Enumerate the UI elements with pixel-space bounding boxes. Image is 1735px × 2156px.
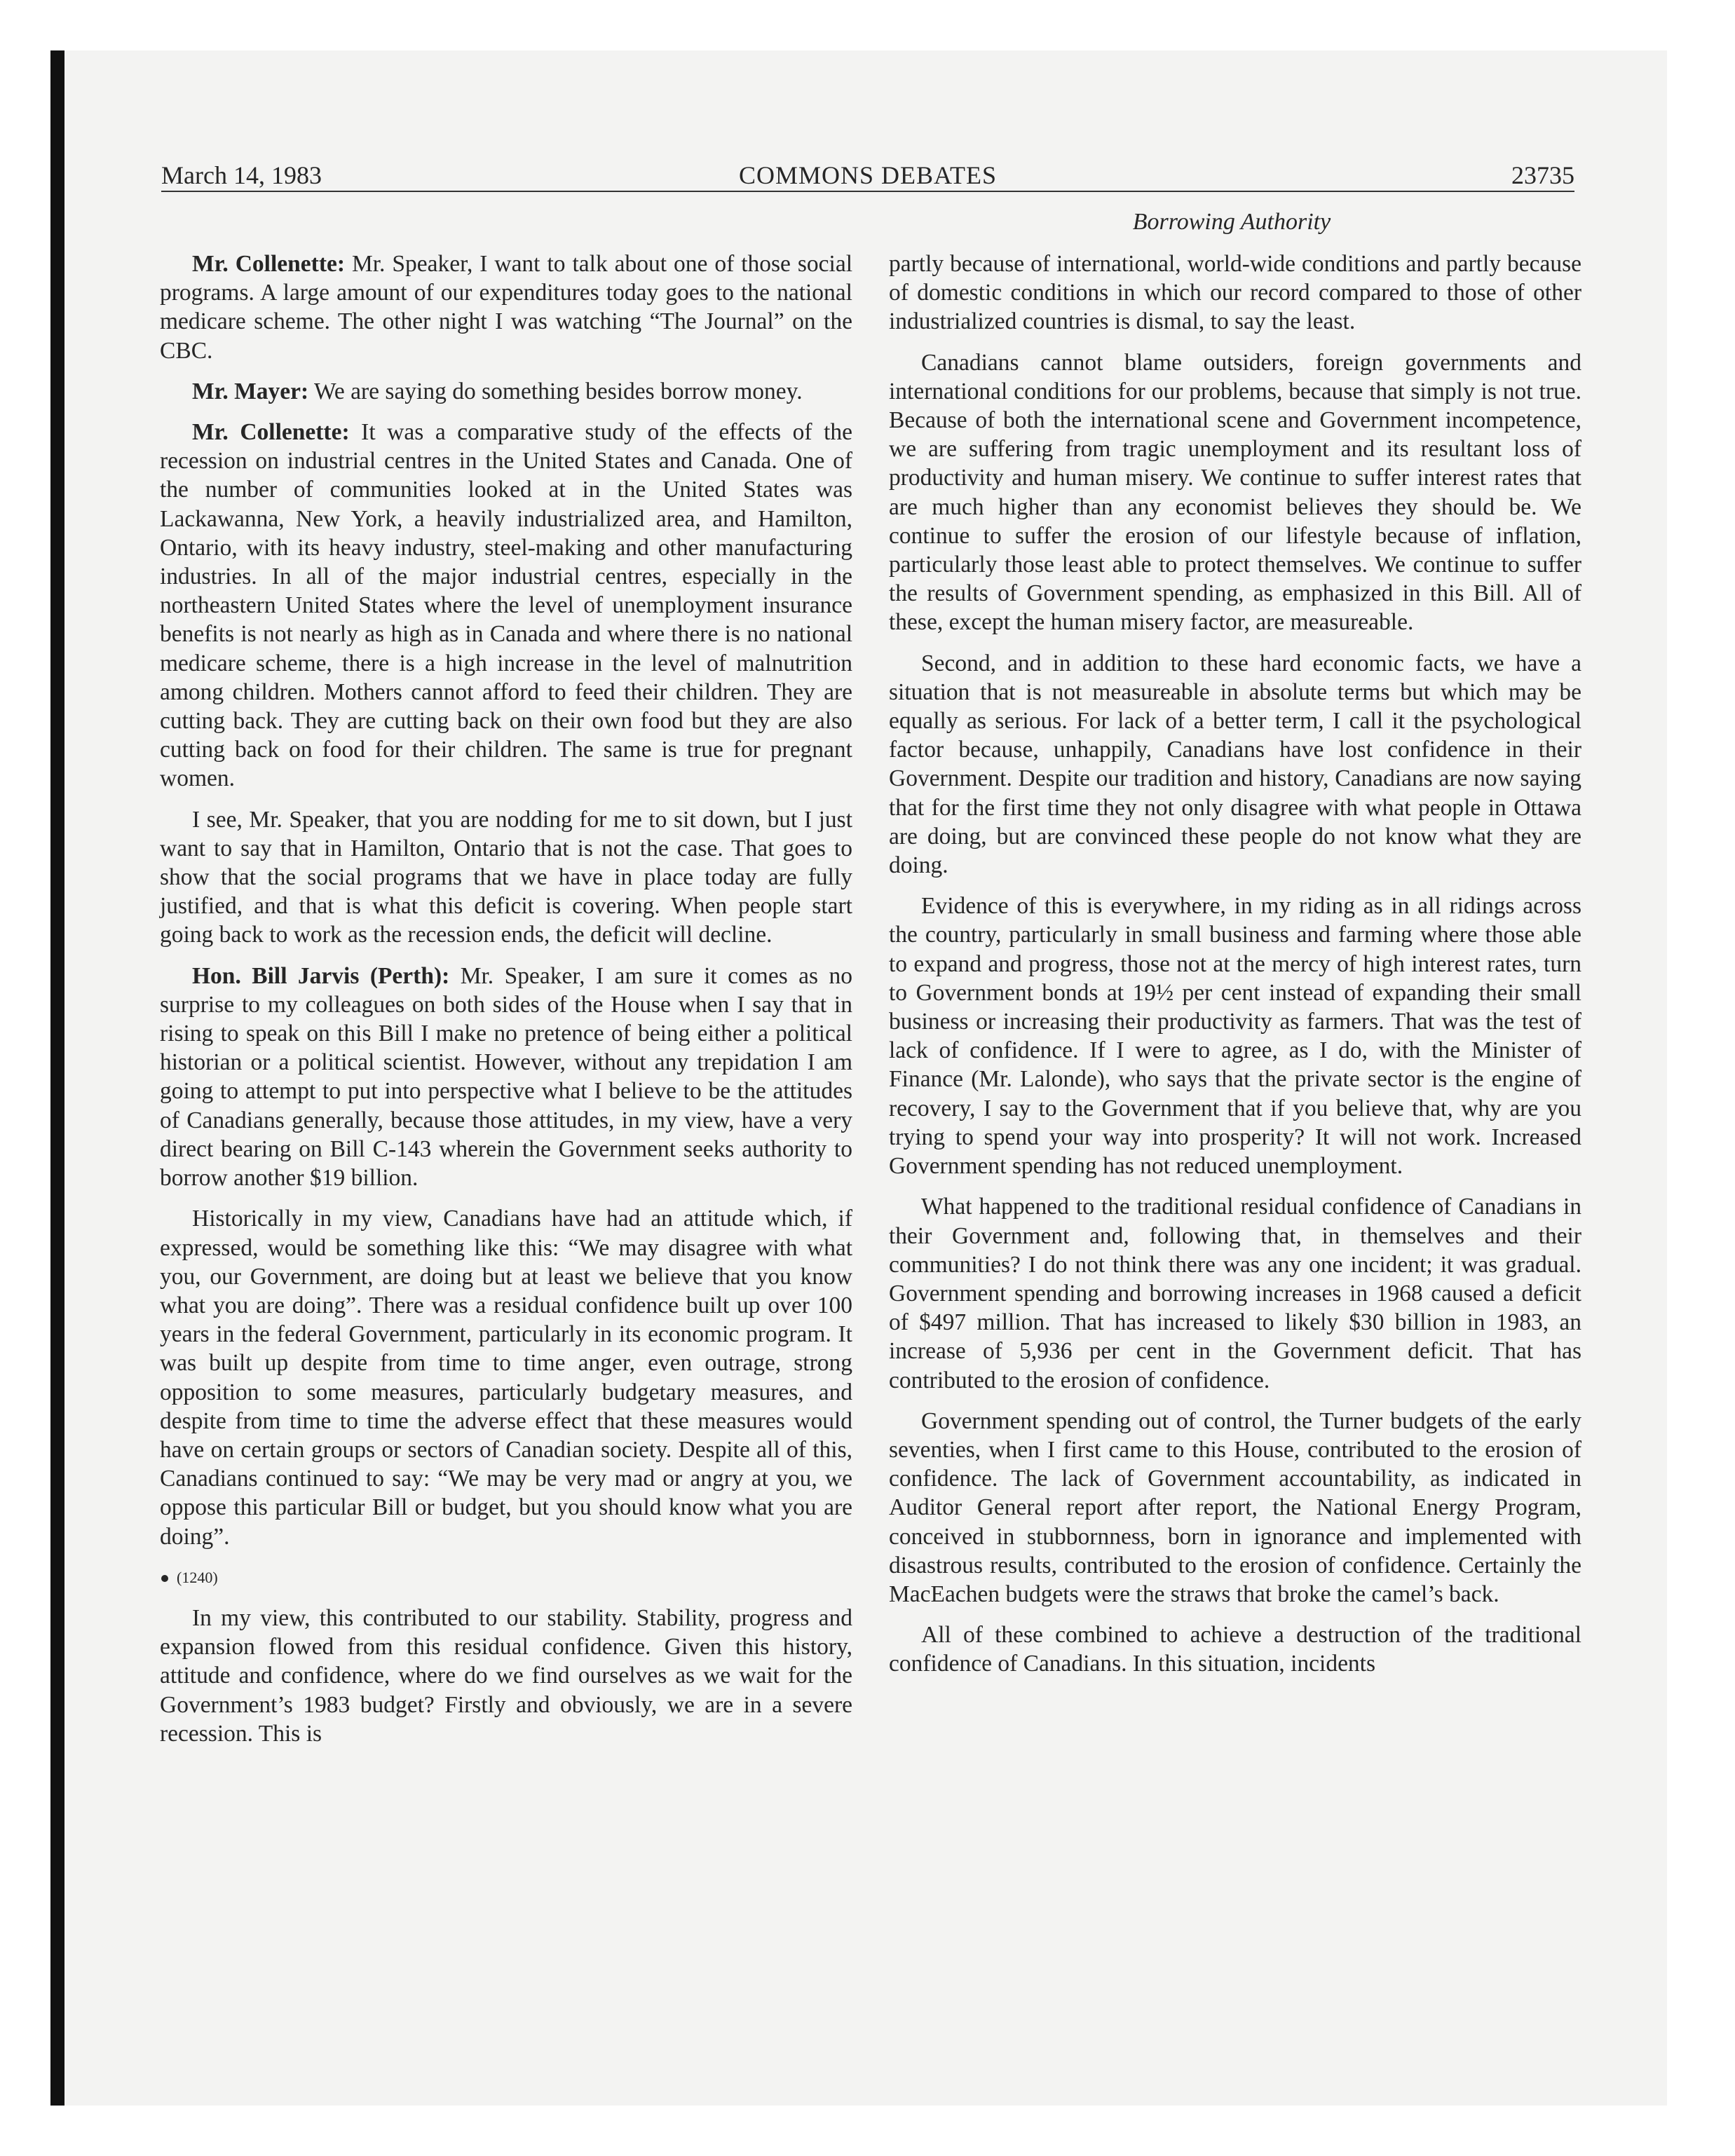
paragraph: I see, Mr. Speaker, that you are nodding for me to sit down, but I just want to say that in Hamilton, Ontario that is not the case. That goes to show that the social programs that we have in place today are fully justified, and that is what this deficit is covering. When people start going back to work as the recession ends, the deficit will decline. [160,806,852,948]
header-date: March 14, 1983 [161,161,322,189]
timestamp-marker [160,1563,852,1592]
paragraph: partly because of international, world-wide conditions and partly because of domestic conditions in which our record compared to those of other industrialized countries is dismal, to say the least. [889,251,1581,335]
paragraph: Second, and in addition to these hard economic facts, we have a situation that is not measureable in absolute terms but which may be equally as serious. For lack of a better term, I call it the psychological factor because, unhappily, Canadians have lost confidence in their Government. Despite our tradition and history, Canadians are now saying that for the first time they not only disagree with what people in Ottawa are doing, but are convinced these people do not know what they are doing. [889,650,1581,879]
paragraph [160,377,852,406]
speech-text: We are saying do something besides borrow money. [308,378,803,404]
left-column [160,250,852,1760]
page-header [161,160,1574,192]
header-page-number: 23735 [1511,161,1574,189]
timestamp-text: (1240) [177,1568,218,1586]
paragraph: Evidence of this is everywhere, in my riding as in all ridings across the country, particularly in small business and farming where those able to expand and progress, those not at the mercy of high interest rates, turn to Government bonds at 19½ per cent instead of expanding their small business or increasing their productivity as farmers. That was the test of lack of confidence. If I were to agree, as I do, with the Minister of Finance (Mr. Lalonde), who says that the private sector is the engine of recovery, I say to the Government that if you believe that, why are you trying to spend your way into prosperity? It will not work. Increased Government spending has not reduced unemployment. [889,893,1581,1180]
speaker-name: Mr. Mayer: [192,378,309,404]
paragraph: Historically in my view, Canadians have had an attitude which, if expressed, would be something like this: “We may disagree with what you, our Government, are doing but at least we believe that you know what you are doing”. There was a residual confidence built up over 100 years in the federal Government, particularly in its economic program. It was built up despite from time to time anger, even outrage, strong opposition to some measures, particularly budgetary measures, and despite from time to time the adverse effect that these measures would have on certain groups or sectors of Canadian society. Despite all of this, Canadians continued to say: “We may be very mad or angry at you, we oppose this particular Bill or budget, but you should know what you are doing”. [160,1206,852,1550]
speaker-name: Hon. Bill Jarvis (Perth): [192,962,450,989]
paragraph: All of these combined to achieve a destruction of the traditional confidence of Canadians. In this situation, incidents [889,1622,1581,1677]
header-publication: COMMONS DEBATES [738,161,998,189]
paragraph: What happened to the traditional residual confidence of Canadians in their Government and, following that, in themselves and their communities? I do not think there was any one incident; it was gradual. Government spending and borrowing increases in 1968 caused a deficit of $497 million. That has increased to likely $30 billion in 1983, an increase of 5,936 per cent in the Government deficit. That has contributed to the erosion of confidence. [889,1194,1581,1393]
section-heading: Borrowing Authority [1132,209,1331,235]
speaker-name: Mr. Collenette: [192,251,346,277]
speech-text: Mr. Speaker, I am sure it comes as no surprise to my colleagues on both sides of the House when I say that in rising to speak on this Bill I make no pretence of being either a political historian or a political scientist. However, without any trepidation I am going to attempt to put into perspective what I believe to be the attitudes of Canadians generally, because those attitudes, in my view, have a very direct bearing on Bill C-143 wherein the Government seeks authority to borrow another $19 billion. [160,962,852,1192]
speech-text: It was a comparative study of the effects of the recession on industrial centres in the United States and Canada. One of the number of communities looked at in the United States was Lackawanna, New York, a heavily industrialized area, and Hamilton, Ontario, with its heavy industry, steel-making and other manufacturing industries. In all of the major industrial centres, especially in the northeastern United States where the level of unemployment insurance benefits is not nearly as high as in Canada and where there is no national medicare scheme, there is a high increase in the level of malnutrition among children. Mothers cannot afford to feed their children. They are cutting back. They are cutting back on their own food but they are also cutting back on food for their children. The same is true for pregnant women. [160,419,852,792]
paragraph [160,250,852,365]
right-column [889,250,1581,1691]
paragraph [160,418,852,793]
bullet-icon [161,1575,168,1582]
paragraph: Canadians cannot blame outsiders, foreign governments and international conditions for our problems, because that simply is not true. Because of both the international scene and Government incompetence, we are suffering from tragic unemployment and its resultant loss of productivity and human misery. We continue to suffer interest rates that are much higher than any economist believes they should be. We continue to suffer the erosion of our lifestyle because of inflation, particularly those least able to protect themselves. We continue to suffer the results of Government spending, as emphasized in this Bill. All of these, except the human misery factor, are measureable. [889,349,1581,636]
paragraph: Government spending out of control, the Turner budgets of the early seventies, when I first came to this House, contributed to the erosion of confidence. The lack of Government accountability, as indicated in Auditor General report after report, the National Energy Program, conceived in stubbornness, born in ignorance and implemented with disastrous results, contributed to the erosion of confidence. Certainly the MacEachen budgets were the straws that broke the camel’s back. [889,1407,1581,1607]
scan-binding-edge [50,50,64,2106]
paragraph [160,962,852,1193]
speaker-name: Mr. Collenette: [192,419,350,446]
speech-text: Mr. Speaker, I want to talk about one of those social programs. A large amount of our expenditures today goes to the national medicare scheme. The other night I was watching “The Journal” on the CBC. [160,251,853,364]
paragraph: In my view, this contributed to our stability. Stability, progress and expansion flowed from this residual confidence. Given this history, attitude and confidence, where do we find ourselves as we wait for the Government’s 1983 budget? Firstly and obviously, we are in a severe recession. This is [160,1604,852,1747]
